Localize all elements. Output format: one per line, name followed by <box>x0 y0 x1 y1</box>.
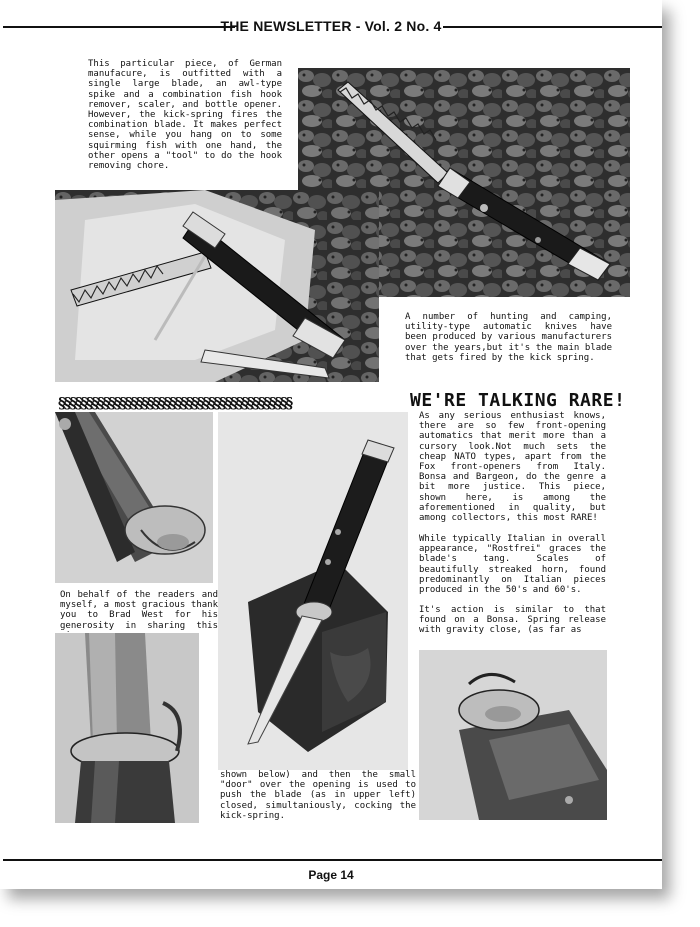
paragraph-rare-3: It's action is similar to that found on a Bonsa. Spring release with gravity close, (as far as <box>419 605 606 636</box>
photo-knife-on-white-rock <box>55 190 379 382</box>
photo-bolster-closeup <box>55 412 213 583</box>
page-header <box>0 17 662 37</box>
page-number: Page 14 <box>308 868 354 882</box>
paragraph-rare-1: As any serious enthusiast knows, there are so few front-opening automatics that merit more than a cursory look.Not much sets the cheap NATO types, apart from the Fox front-openers from Italy. Bonsa and Bargeon, do the genre a bit more justice. This piece, shown here, is among the aforementioned in quality, but among collectors, this most RARE! <box>419 411 606 524</box>
article-heading: WE'RE TALKING RARE! <box>410 390 626 411</box>
header-rule-right <box>443 26 662 28</box>
continued-paragraph: shown below) and then the small "door" over the opening is used to push the blade (as in upper left) closed, simultaniously, cocking the kick-spring. <box>220 770 416 821</box>
section-separator: §§§§§§§§§§§§§§§§§§§§§§§§§§§§§§§§§§§§§§§§§§ <box>58 394 291 412</box>
hunting-knives-caption: A number of hunting and camping, utility-type automatic knives have been produced by various manufacturers over the years,but it's the main blade that gets fired by the kick spring. <box>405 312 612 363</box>
thanks-paragraph: On behalf of the readers and myself, a most gracious thank you to Brad West for his generosity in sharing this <box>60 590 218 631</box>
footer-rule <box>3 859 662 861</box>
photo-spring-closeup <box>419 650 607 820</box>
photo-knife-on-stand <box>218 412 408 770</box>
newsletter-title: THE NEWSLETTER - Vol. 2 No. 4 <box>220 18 442 34</box>
intro-paragraph: This particular piece, of German manufacure, is outfitted with a single large blade, an awl-type spike and a combination fish hook remover, scaler, and bottle opener. However, the kick-spring fires the combination blade. It makes perfect sense, while you hang on to some squirming fish with one hand, the other opens a "tool" to do the hook removing chore. <box>88 59 282 172</box>
paragraph-rare-2: While typically Italian in overall appearance, "Rostfrei" graces the blade's tang. Scales of beautifully streaked horn, found predominantly on Italian pieces produced in the 50's and 60's. <box>419 534 606 596</box>
photo-blade-tang <box>55 633 199 823</box>
